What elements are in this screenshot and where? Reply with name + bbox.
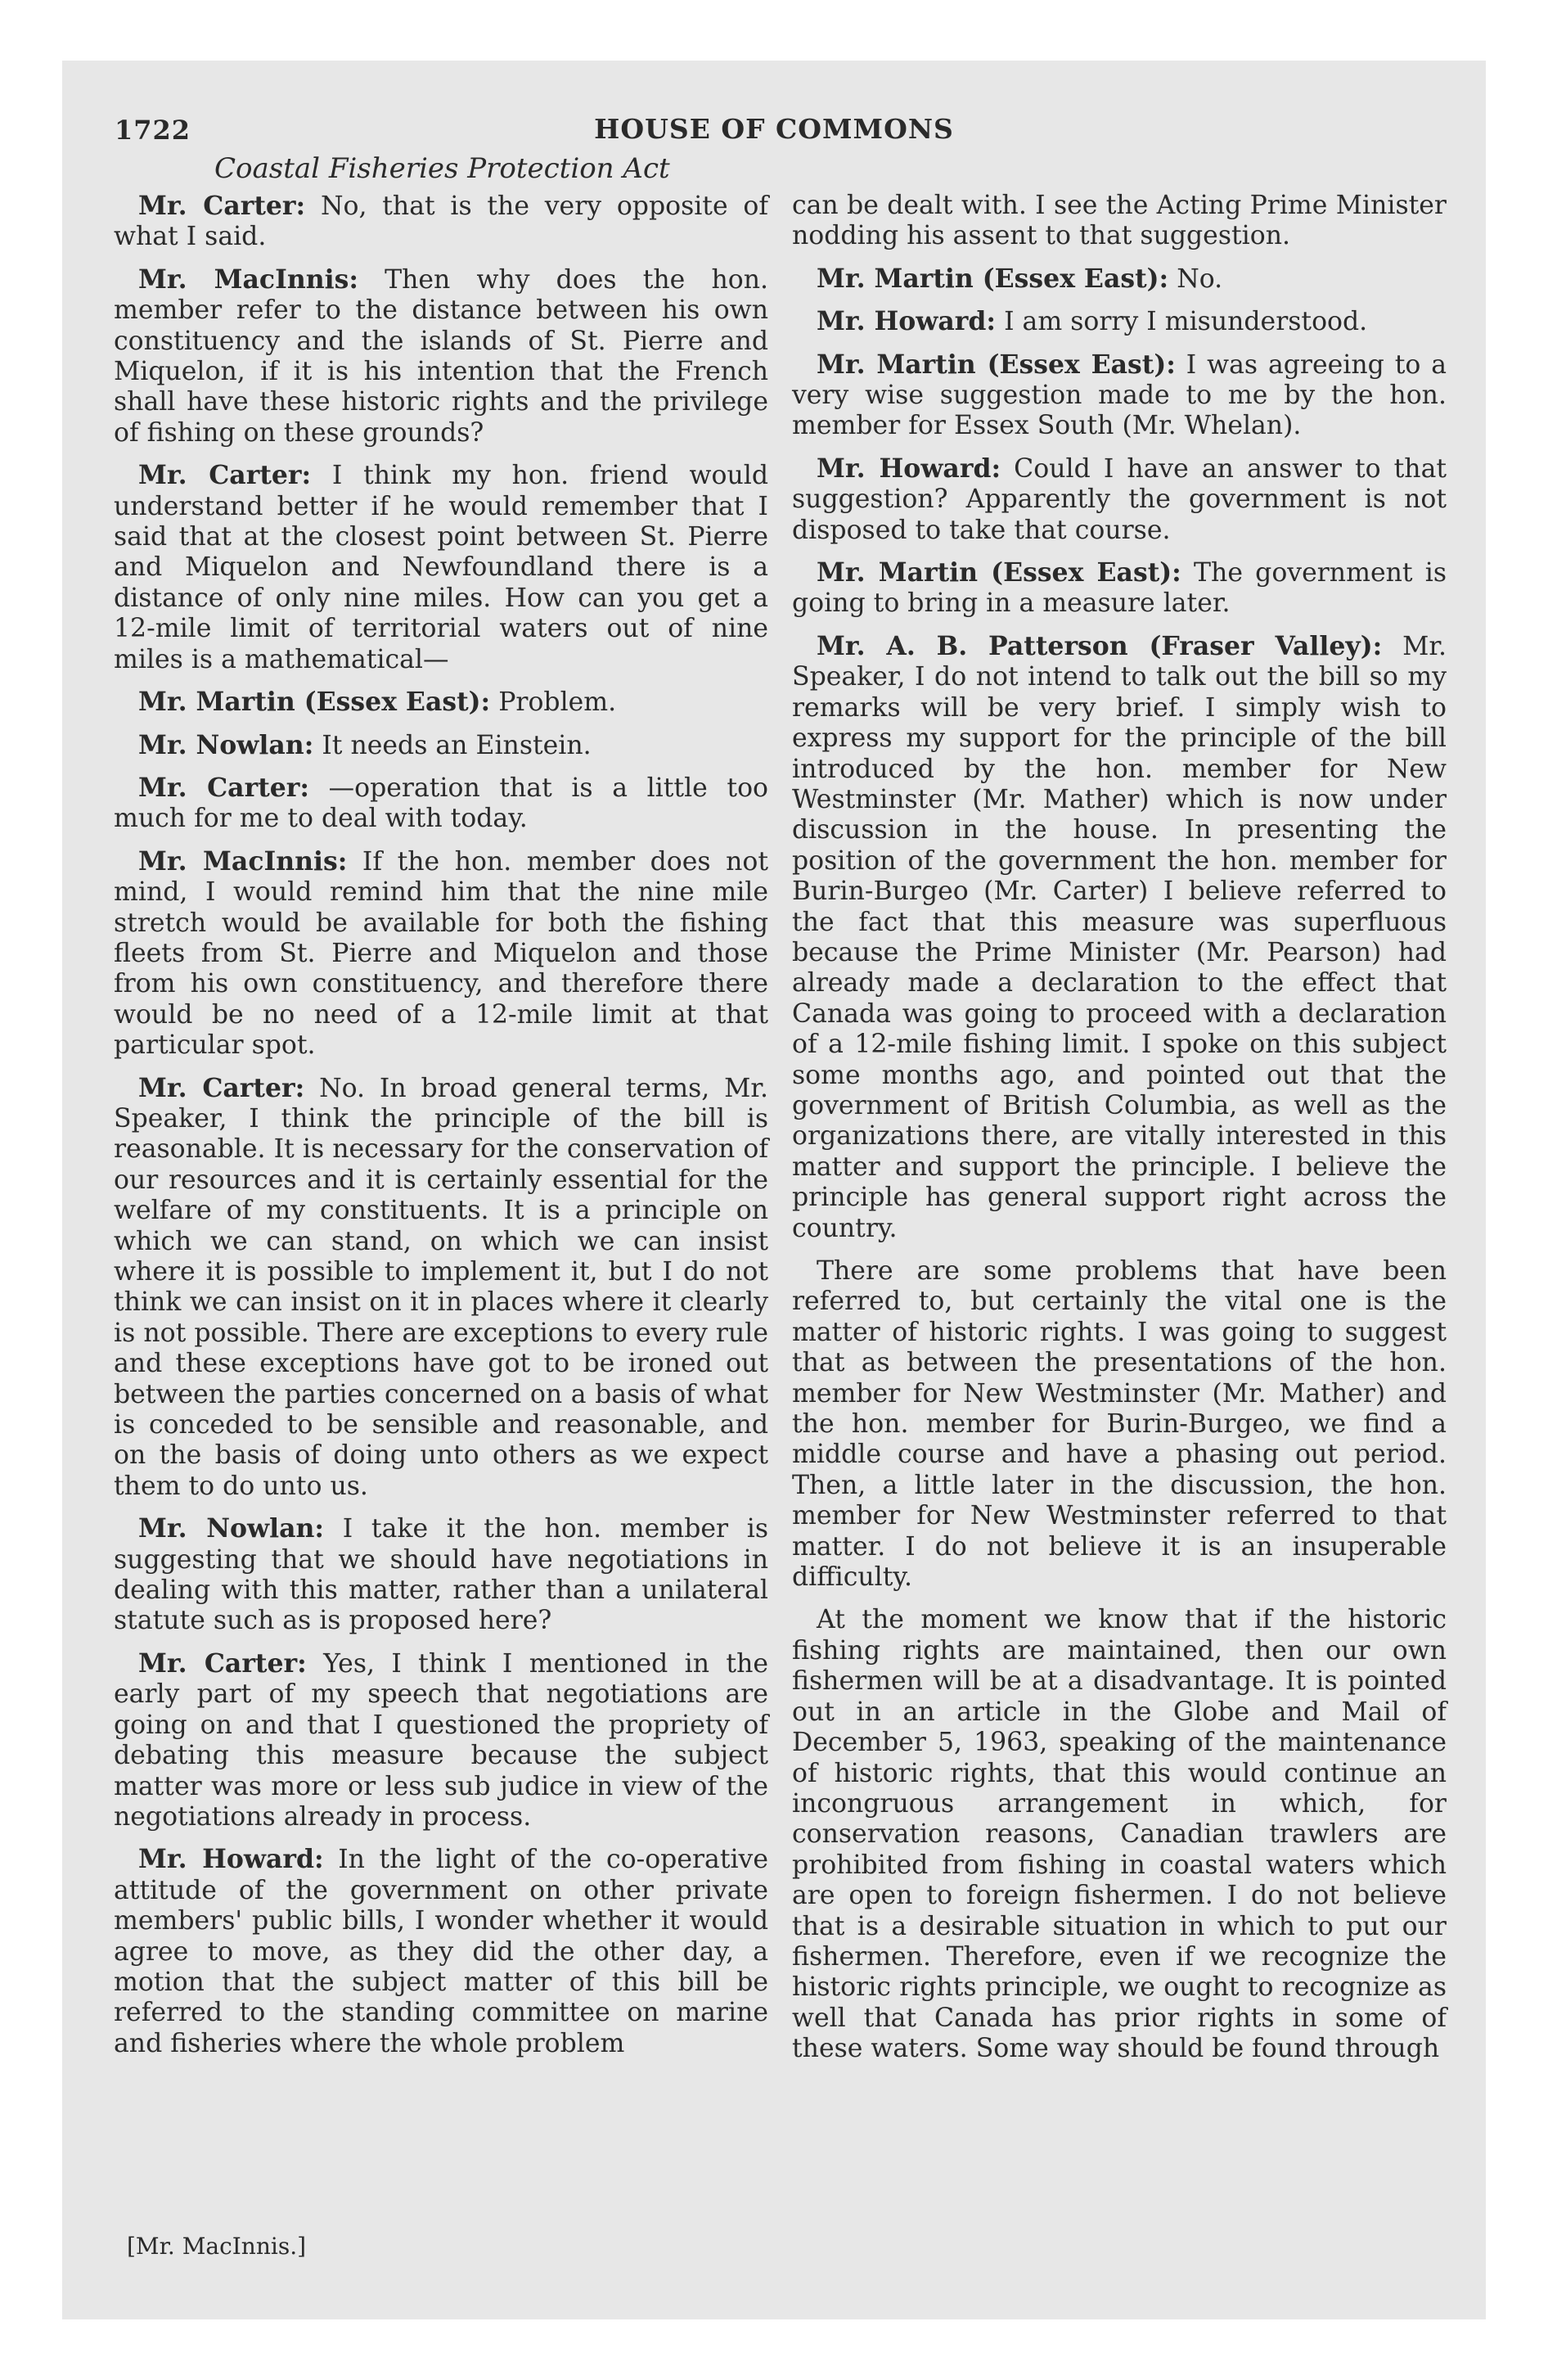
speech-paragraph xyxy=(114,687,768,718)
speaker-name: Mr. Carter: xyxy=(138,191,306,221)
speech-text: I take it the hon. member is suggesting that we should have negotiations in dealing with this matter, rather than a unilateral statute such as is proposed here? xyxy=(114,1514,769,1636)
speech-paragraph xyxy=(792,453,1447,546)
speaker-name: Mr. Nowlan: xyxy=(138,729,314,760)
speech-paragraph xyxy=(792,349,1447,442)
speech-text: The government is going to bring in a measure later. xyxy=(792,558,1447,619)
speech-paragraph xyxy=(114,264,768,449)
speech-paragraph xyxy=(114,846,768,1062)
speaker-name: Mr. Carter: xyxy=(138,1072,305,1103)
speech-text: In the light of the co-operative attitude of the government on other private members' public bills, I wonder whether it would agree to move, as they did the other day, a motion that the subject matter of this bill be referred to the standing committee on marine and fisheries where the whole problem xyxy=(114,1845,768,2058)
speech-paragraph xyxy=(114,460,768,675)
speaker-name: Mr. Howard: xyxy=(138,1844,324,1875)
speech-text: —operation that is a little too much for me to deal with today. xyxy=(114,773,768,834)
speech-paragraph xyxy=(114,1648,768,1832)
speaker-name: Mr. MacInnis: xyxy=(138,845,348,877)
speaker-name: Mr. Martin (Essex East): xyxy=(138,687,491,718)
speech-text: I was agreeing to a very wise suggestion made to me by the hon. member for Essex South (Mr. Whelan). xyxy=(792,349,1447,441)
speech-text: If the hon. member does not mind, I would remind him that the nine mile stretch would be available for both the fishing fleets from St. Pierre and Miquelon and those from his own constituency, and therefore there would be no need of a 12-mile limit at that particular spot. xyxy=(114,846,768,1061)
speech-text: At the moment we know that if the historic fishing rights are maintained, then our own fishermen will be at a disadvantage. It is pointed out in an article in the Globe and Mail of December 5, 1963, speaking of the maintenance of historic rights, that this would continue an incongruous arrangement in which, for conservation reasons, Canadian trawlers are prohibited from fishing in coastal waters which are open to foreign fishermen. I do not believe that is a desirable situation in which to put our fishermen. Therefore, even if we recognize the historic rights principle, we ought to recognize as well that Canada has prior rights in some of these waters. Some way should be found through xyxy=(792,1605,1447,2064)
footer-speaker-note: [Mr. MacInnis.] xyxy=(127,2233,307,2260)
right-column xyxy=(792,191,1447,2076)
speech-paragraph xyxy=(114,1844,768,2059)
speaker-name: Mr. Howard: xyxy=(817,453,1001,484)
speech-text: Mr. Speaker, I do not intend to talk out the bill so my remarks will be very brief. I simply wish to express my support for the principle of the bill introduced by the hon. member for New Westminster (Mr. Mather) which is now under discussion in the house. In presenting the position of the government the hon. member for Burin-Burgeo (Mr. Carter) I believe referred to the fact that this measure was superfluous because the Prime Minister (Mr. Pearson) had already made a declaration to the effect that Canada was going to proceed with a declaration of a 12-mile fishing limit. I spoke on this subject some months ago, and pointed out that the government of British Columbia, as well as the organizations there, are vitally interested in this matter and support the principle. I believe the principle has general support right across the country. xyxy=(792,631,1447,1243)
speech-text: Yes, I think I mentioned in the early part of my speech that negotiations are going on and that I questioned the propriety of debating this measure because the subject matter was more or less sub judice in view of the negotiations already in process. xyxy=(114,1648,768,1832)
speaker-name: Mr. Carter: xyxy=(138,1648,307,1679)
speaker-name: Mr. Nowlan: xyxy=(138,1513,325,1544)
speech-text: No, that is the very opposite of what I said. xyxy=(114,192,769,252)
speech-text: Then why does the hon. member refer to the distance between his own constituency and the islands of St. Pierre and Miquelon, if it is his intention that the French shall have these historic rights and the privilege of fishing on these grounds? xyxy=(114,264,768,448)
speech-paragraph xyxy=(792,557,1447,620)
speech-paragraph xyxy=(792,264,1447,295)
speech-paragraph xyxy=(114,1073,768,1503)
speech-paragraph xyxy=(792,1255,1447,1593)
left-column xyxy=(114,191,768,2071)
speech-paragraph xyxy=(792,306,1447,337)
subject-title: Coastal Fisheries Protection Act xyxy=(214,152,670,185)
speech-paragraph xyxy=(114,730,768,761)
speaker-name: Mr. Carter: xyxy=(138,772,310,803)
speaker-name: Mr. Martin (Essex East): xyxy=(817,263,1169,294)
speech-paragraph xyxy=(792,631,1447,1244)
speech-text: I am sorry I misunderstood. xyxy=(1004,307,1368,337)
speaker-name: Mr. Martin (Essex East): xyxy=(817,557,1181,588)
speech-text: Could I have an answer to that suggestion? Apparently the government is not disposed to take that course. xyxy=(792,453,1447,545)
speech-paragraph xyxy=(792,1604,1447,2064)
speech-paragraph xyxy=(114,191,768,253)
speech-text: No. xyxy=(1177,264,1223,294)
speech-paragraph xyxy=(114,1513,768,1637)
speech-text: Problem. xyxy=(498,687,617,718)
speaker-name: Mr. Martin (Essex East): xyxy=(817,349,1176,380)
speaker-name: Mr. A. B. Patterson (Fraser Valley): xyxy=(817,630,1383,661)
page-number: 1722 xyxy=(115,115,191,146)
speaker-name: Mr. Carter: xyxy=(138,460,312,491)
speaker-name: Mr. MacInnis: xyxy=(138,264,358,295)
speech-text: No. In broad general terms, Mr. Speaker, I think the principle of the bill is reasonable. It is necessary for the conservation of our resources and it is certainly essential for the welfare of my constituents. It is a principle on which we can stand, on which we can insist where it is possible to implement it, but I do not think we can insist on it in places where it clearly is not possible. There are exceptions to every rule and these exceptions have got to be ironed out between the parties concerned on a basis of what is conceded to be sensible and reasonable, and on the basis of doing unto others as we expect them to do unto us. xyxy=(114,1073,768,1501)
page-header-title: HOUSE OF COMMONS xyxy=(594,113,954,145)
speech-text: It needs an Einstein. xyxy=(322,730,592,760)
speech-text: I think my hon. friend would understand better if he would remember that I said that at the closest point between St. Pierre and Miquelon and Newfoundland there is a distance of only nine miles. How can you get a 12-mile limit of territorial waters out of nine miles is a mathematical— xyxy=(114,461,768,674)
continued-paragraph: can be dealt with. I see the Acting Prime Minister nodding his assent to that suggestion. xyxy=(792,191,1447,251)
speech-text: There are some problems that have been referred to, but certainly the vital one is the matter of historic rights. I was going to suggest that as between the presentations of the hon. member for New Westminster (Mr. Mather) and the hon. member for Burin-Burgeo, we find a middle course and have a phasing out period. Then, a little later in the discussion, the hon. member for New Westminster referred to that matter. I do not believe it is an insuperable difficulty. xyxy=(792,1256,1447,1593)
speech-paragraph xyxy=(114,773,768,835)
speaker-name: Mr. Howard: xyxy=(817,306,997,337)
